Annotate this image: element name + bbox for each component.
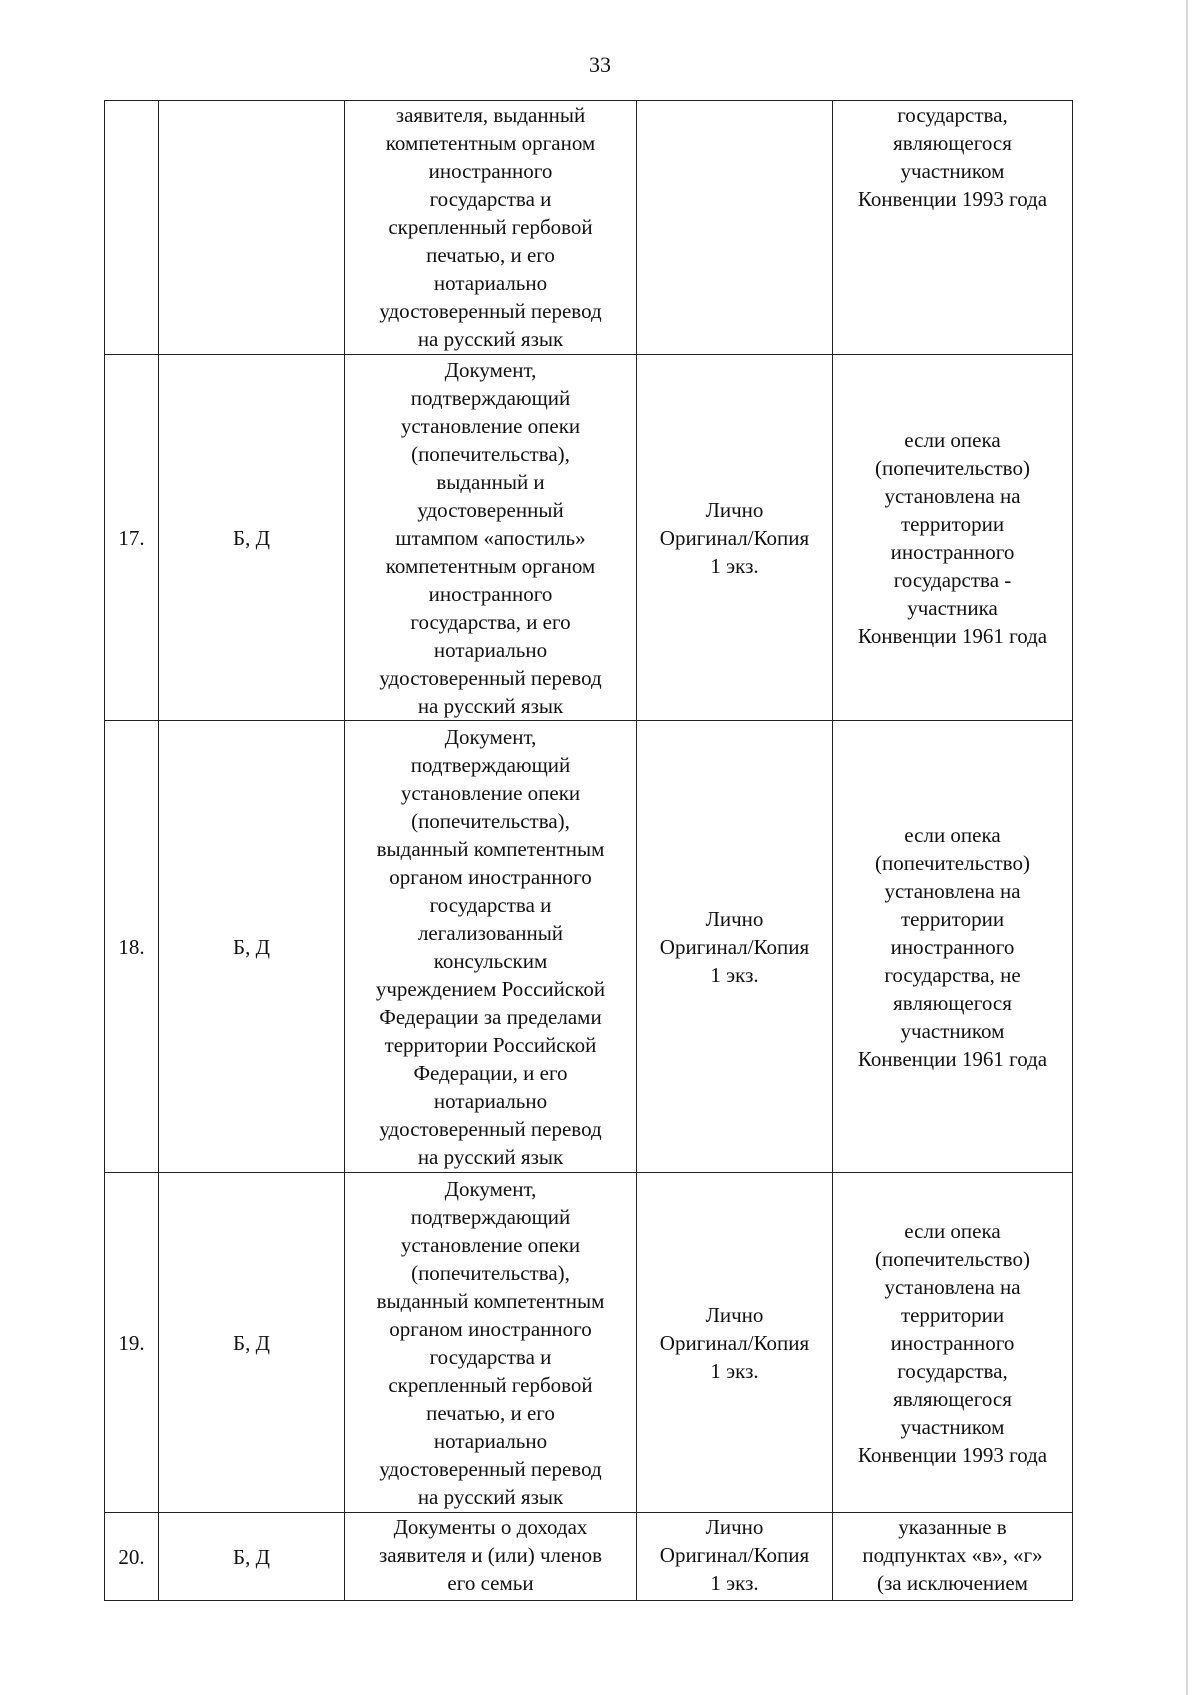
page-edge-shadow — [1186, 0, 1188, 1695]
cell-text-line: Федерации за пределами — [379, 1004, 602, 1029]
cell-text-line: (попечительство) — [875, 850, 1030, 875]
cell-text-line: удостоверенный перевод — [379, 1456, 602, 1481]
cell-text-line: участника — [907, 595, 998, 620]
applicant-category-cell: Б, Д — [159, 721, 345, 1173]
cell-text-line: территории — [900, 511, 1005, 536]
condition-note-cell — [833, 721, 1073, 1173]
cell-text-line: являющегося — [893, 131, 1012, 155]
cell-text-line: Лично — [705, 497, 764, 522]
cell-text-line: учреждением Российской — [375, 976, 606, 1001]
cell-text-line: Конвенции 1961 года — [857, 623, 1048, 648]
cell-text-line: иностранного — [890, 539, 1015, 564]
cell-text-line: Лично — [705, 1515, 764, 1539]
cell-text-line: печатью, и его — [426, 1400, 555, 1425]
table-row-19 — [105, 1173, 1073, 1513]
document-name-cell — [345, 355, 637, 721]
cell-text-line: 1 экз. — [710, 1571, 759, 1595]
cell-text-line: Конвенции 1993 года — [857, 187, 1048, 211]
documents-table — [104, 100, 1073, 1601]
cell-text-line: удостоверенный перевод — [379, 299, 602, 323]
cell-text-line: легализованный — [417, 920, 564, 945]
cell-text-line: участником — [900, 1414, 1005, 1439]
cell-text-line: его семьи — [447, 1571, 534, 1595]
document-name-cell — [345, 1513, 637, 1601]
submission-method-cell — [637, 1173, 833, 1513]
table-row-20 — [105, 1513, 1073, 1601]
cell-text-line: государства - — [893, 567, 1012, 592]
cell-text-line: иностранного — [428, 159, 553, 183]
cell-text-line: подтверждающий — [410, 1204, 571, 1229]
cell-text-line: территории Российской — [384, 1032, 597, 1057]
cell-text-line: органом иностранного — [389, 1316, 592, 1341]
applicant-category-cell: Б, Д — [159, 1173, 345, 1513]
condition-note-cell — [833, 1513, 1073, 1601]
cell-text-line: установление опеки — [400, 780, 581, 805]
row-number-cell — [105, 101, 159, 355]
cell-text-line: (за исключением — [877, 1571, 1028, 1595]
cell-text-line: нотариально — [433, 637, 548, 662]
cell-text-line: Документ, — [444, 724, 537, 749]
cell-text-line: Федерации, и его — [413, 1060, 568, 1085]
cell-text-line: установлена на — [884, 878, 1021, 903]
cell-text-line: территории — [900, 906, 1005, 931]
cell-text-line: нотариально — [433, 1428, 548, 1453]
cell-text-line: государства и — [429, 892, 552, 917]
cell-text-line: на русский язык — [417, 327, 564, 351]
cell-text-line: Лично — [705, 1302, 764, 1327]
cell-text-line: удостоверенный перевод — [379, 1116, 602, 1141]
document-name-cell — [345, 101, 637, 355]
submission-method-cell — [637, 721, 833, 1173]
row-number-cell: 20. — [105, 1513, 159, 1601]
submission-method-cell — [637, 1513, 833, 1601]
cell-text-line: государства и — [429, 1344, 552, 1369]
cell-text-line: установлена на — [884, 1274, 1021, 1299]
cell-text-line: органом иностранного — [389, 864, 592, 889]
cell-text-line: Документ, — [444, 357, 537, 382]
cell-text-line: Оригинал/Копия — [659, 1543, 810, 1567]
cell-text-line: иностранного — [890, 934, 1015, 959]
cell-text-line: участником — [900, 1018, 1005, 1043]
cell-text-line: печатью, и его — [426, 243, 555, 267]
condition-note-cell — [833, 355, 1073, 721]
cell-text-line: нотариально — [433, 1088, 548, 1113]
cell-text-line: Документ, — [444, 1176, 537, 1201]
cell-text-line: иностранного — [890, 1330, 1015, 1355]
cell-text-line: выданный компетентным — [376, 836, 605, 861]
cell-text-line: если опека — [904, 427, 1001, 452]
cell-text-line: 1 экз. — [710, 553, 759, 578]
document-name-cell — [345, 1173, 637, 1513]
cell-text-line: Оригинал/Копия — [659, 934, 810, 959]
cell-text-line: компетентным органом — [385, 553, 596, 578]
cell-text-line: 1 экз. — [710, 1358, 759, 1383]
cell-text-line: территории — [900, 1302, 1005, 1327]
condition-note-cell — [833, 1173, 1073, 1513]
cell-text-line: (попечительства), — [411, 1260, 570, 1285]
table-row-18 — [105, 721, 1073, 1173]
cell-text-line: (попечительства), — [411, 808, 570, 833]
cell-text-line: государства и — [429, 187, 552, 211]
applicant-category-cell — [159, 101, 345, 355]
cell-text-line: заявителя, выданный — [395, 103, 586, 127]
cell-text-line: (попечительство) — [875, 1246, 1030, 1271]
cell-text-line: участником — [900, 159, 1005, 183]
submission-method-cell — [637, 355, 833, 721]
cell-text-line: выданный и — [436, 469, 545, 494]
cell-text-line: являющегося — [893, 1386, 1012, 1411]
applicant-category-cell: Б, Д — [159, 355, 345, 721]
cell-text-line: государства, — [897, 1358, 1008, 1383]
submission-method-cell — [637, 101, 833, 355]
cell-text-line: 1 экз. — [710, 962, 759, 987]
cell-text-line: иностранного — [428, 581, 553, 606]
cell-text-line: Конвенции 1993 года — [857, 1442, 1048, 1467]
cell-text-line: государства, и его — [410, 609, 571, 634]
cell-text-line: выданный компетентным — [376, 1288, 605, 1313]
condition-note-cell — [833, 101, 1073, 355]
cell-text-line: нотариально — [433, 271, 548, 295]
cell-text-line: установлена на — [884, 483, 1021, 508]
page-number: 33 — [589, 52, 611, 77]
cell-text-line: установление опеки — [400, 1232, 581, 1257]
cell-text-line: Оригинал/Копия — [659, 525, 810, 550]
cell-text-line: на русский язык — [417, 1484, 564, 1509]
table-row-17 — [105, 355, 1073, 721]
cell-text-line: штампом «апостиль» — [395, 525, 586, 550]
cell-text-line: государства, не — [884, 962, 1021, 987]
cell-text-line: (попечительство) — [875, 455, 1030, 480]
cell-text-line: удостоверенный — [417, 497, 564, 522]
cell-text-line: на русский язык — [417, 1144, 564, 1169]
row-number-cell: 17. — [105, 355, 159, 721]
cell-text-line: Документы о доходах — [393, 1515, 588, 1539]
row-number-cell: 18. — [105, 721, 159, 1173]
cell-text-line: заявителя и (или) членов — [378, 1543, 602, 1567]
cell-text-line: подтверждающий — [410, 752, 571, 777]
table-row-continued — [105, 101, 1073, 355]
applicant-category-cell: Б, Д — [159, 1513, 345, 1601]
row-number-cell: 19. — [105, 1173, 159, 1513]
cell-text-line: на русский язык — [417, 693, 564, 718]
cell-text-line: компетентным органом — [385, 131, 596, 155]
cell-text-line: подпунктах «в», «г» — [862, 1543, 1043, 1567]
document-name-cell — [345, 721, 637, 1173]
cell-text-line: если опека — [904, 822, 1001, 847]
cell-text-line: Лично — [705, 906, 764, 931]
cell-text-line: консульским — [433, 948, 548, 973]
cell-text-line: указанные в — [898, 1515, 1007, 1539]
cell-text-line: установление опеки — [400, 413, 581, 438]
cell-text-line: подтверждающий — [410, 385, 571, 410]
cell-text-line: если опека — [904, 1218, 1001, 1243]
cell-text-line: (попечительства), — [411, 441, 570, 466]
cell-text-line: государства, — [897, 103, 1008, 127]
cell-text-line: Оригинал/Копия — [659, 1330, 810, 1355]
cell-text-line: удостоверенный перевод — [379, 665, 602, 690]
cell-text-line: скрепленный гербовой — [388, 1372, 593, 1397]
cell-text-line: являющегося — [893, 990, 1012, 1015]
cell-text-line: скрепленный гербовой — [388, 215, 593, 239]
cell-text-line: Конвенции 1961 года — [857, 1046, 1048, 1071]
